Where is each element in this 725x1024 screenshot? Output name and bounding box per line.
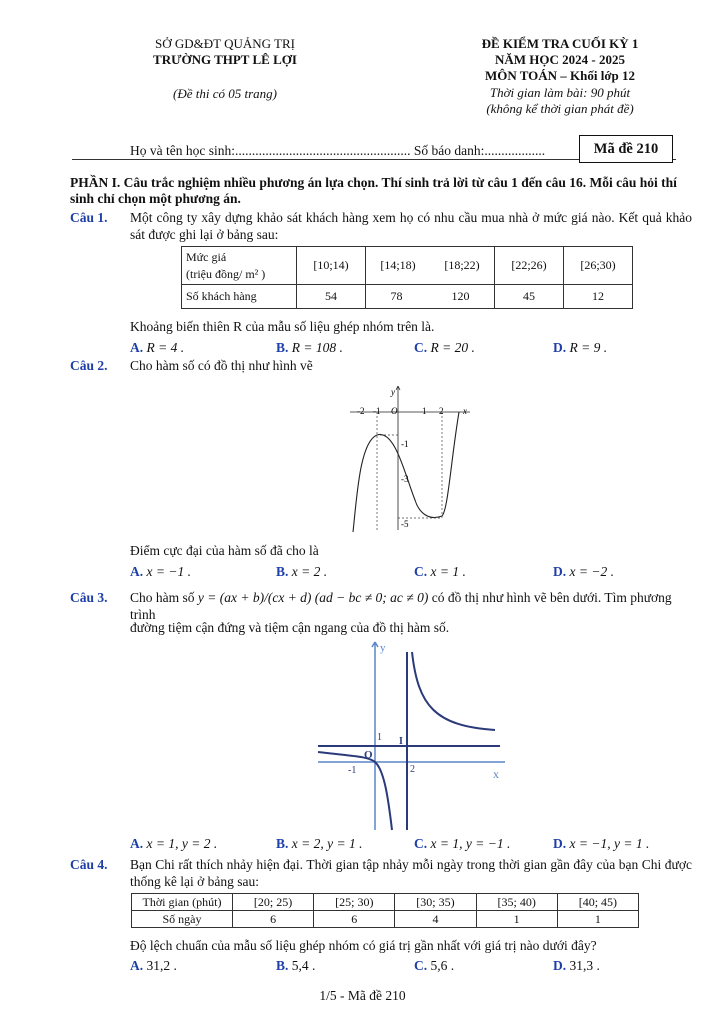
q1-option-c[interactable]: [414, 340, 475, 356]
q1-table-header: [182, 247, 297, 285]
option-text: R = 20 .: [430, 340, 475, 355]
q2-tick-x2: 2: [439, 406, 444, 416]
option-letter: A.: [130, 340, 144, 355]
exam-title: ĐỀ KIỂM TRA CUỐI KỲ 1: [481, 36, 639, 51]
q1-interval-cell: [14;18): [380, 258, 416, 272]
q4-interval-cell: [40; 45): [557, 894, 638, 911]
duration-note: (không kể thời gian phát đề): [486, 101, 634, 116]
option-text: 31,3 .: [569, 958, 600, 973]
q2-question: Điểm cực đại của hàm số đã cho là: [130, 543, 319, 558]
option-letter: C.: [414, 564, 428, 579]
q1-option-b[interactable]: [276, 340, 343, 356]
q1-option-d[interactable]: [553, 340, 607, 356]
q3-tick-1: 1: [377, 732, 382, 743]
school-name: TRƯỜNG THPT LÊ LỢI: [153, 52, 297, 67]
q1-header-line1: Mức giá: [186, 249, 227, 264]
option-letter: B.: [276, 836, 289, 851]
q2-tick-ym3: -3: [401, 474, 409, 484]
option-text: x = −1 .: [146, 564, 191, 579]
option-letter: B.: [276, 340, 289, 355]
q2-text: Cho hàm số có đồ thị như hình vẽ: [130, 358, 313, 373]
q3-curve-right: [412, 652, 495, 730]
q4-count-cell: 1: [476, 911, 557, 928]
q2-option-c[interactable]: [414, 564, 466, 580]
dept-name: SỞ GD&ĐT QUẢNG TRỊ: [155, 36, 295, 51]
q1-interval-pair: [366, 247, 495, 285]
q4-interval-cell: [20; 25): [233, 894, 314, 911]
q4-count-cell: 6: [233, 911, 314, 928]
q1-table: [181, 246, 633, 309]
q1-text: Một công ty xây dựng khảo sát khách hàng xem họ có nhu cầu mua nhà ở mức giá nào. Kết quả khảo sát được ghi lại ở bảng sau:: [130, 210, 692, 242]
q3-option-a[interactable]: [130, 836, 217, 852]
q4-option-c[interactable]: [414, 958, 454, 974]
option-text: 5,4 .: [291, 958, 316, 973]
school-year: NĂM HỌC 2024 - 2025: [495, 52, 625, 67]
q2-cubic-graph: [345, 380, 475, 532]
q3-tick-2: 2: [410, 764, 415, 775]
option-text: x = −2 .: [569, 564, 614, 579]
q1-count-pair: [366, 285, 495, 309]
q2-tick-ym1: -1: [401, 439, 409, 449]
student-info-line: Họ và tên học sinh:.................................................... Số báo danh:..................: [130, 143, 546, 158]
subject: MÔN TOÁN – Khối lớp 12: [484, 68, 636, 83]
q3-y-label: y: [380, 642, 386, 654]
q3-x-label: x: [493, 767, 499, 781]
q4-interval-cell: [30; 35): [395, 894, 476, 911]
q1-option-a[interactable]: [130, 340, 184, 356]
option-letter: B.: [276, 564, 289, 579]
q3-hyperbola-graph: [310, 636, 510, 832]
q1-header-line2: (triệu đồng/ m² ): [186, 266, 266, 281]
option-text: x = −1, y = 1 .: [569, 836, 650, 851]
q2-tick-xm1: -1: [373, 406, 381, 416]
q3-post: có đồ thị như hình vẽ bên dưới. Tìm phương trình: [130, 590, 672, 622]
q1-question: Khoảng biến thiên R của mẫu số liệu ghép nhóm trên là.: [130, 319, 435, 334]
q4-header: Thời gian (phút): [132, 894, 233, 911]
option-letter: D.: [553, 836, 567, 851]
q3-tick-m1: -1: [348, 765, 357, 776]
page-count: (Đề thi có 05 trang): [173, 86, 277, 101]
q3-line2: đường tiệm cận đứng và tiệm cận ngang của đồ thị hàm số.: [130, 620, 450, 635]
duration: Thời gian làm bài: 90 phút: [489, 85, 631, 100]
exam-code-box: Mã đề 210: [579, 135, 673, 163]
q4-count-cell: 1: [557, 911, 638, 928]
q3-point-I: I: [399, 736, 403, 747]
q4-interval-cell: [25; 30): [314, 894, 395, 911]
q1-interval-cell: [22;26): [495, 247, 564, 285]
q1-interval-cell: [18;22): [444, 258, 480, 272]
option-letter: C.: [414, 836, 428, 851]
q2-curve: [353, 412, 459, 532]
q4-question: Độ lệch chuẩn của mẫu số liệu ghép nhóm có giá trị gần nhất với giá trị nào dưới đây?: [130, 938, 597, 953]
option-letter: C.: [414, 958, 428, 973]
option-letter: A.: [130, 564, 144, 579]
q2-option-a[interactable]: [130, 564, 191, 580]
q4-option-d[interactable]: [553, 958, 600, 974]
option-letter: D.: [553, 340, 567, 355]
option-letter: A.: [130, 836, 144, 851]
q3-option-d[interactable]: [553, 836, 649, 852]
q1-count-cell: 12: [564, 285, 633, 309]
q4-count-cell: 6: [314, 911, 395, 928]
q3-stem: [130, 589, 692, 623]
q1-interval-cell: [26;30): [564, 247, 633, 285]
q1-count-cell: 54: [297, 285, 366, 309]
option-letter: D.: [553, 958, 567, 973]
page-footer: 1/5 - Mã đề 210: [319, 988, 406, 1003]
option-text: x = 1, y = −1 .: [430, 836, 511, 851]
q4-option-a[interactable]: [130, 958, 177, 974]
q2-option-d[interactable]: [553, 564, 614, 580]
q2-tick-ym5: -5: [401, 519, 409, 529]
option-text: x = 2, y = 1 .: [291, 836, 363, 851]
q1-count-cell: 45: [495, 285, 564, 309]
q3-pre: Cho hàm số: [130, 590, 195, 605]
q2-option-b[interactable]: [276, 564, 327, 580]
q1-label: Câu 1.: [70, 210, 108, 225]
q4-table: [131, 893, 639, 928]
q3-formula: y = (ax + b)/(cx + d) (ad − bc ≠ 0; ac ≠ 0): [197, 590, 429, 605]
option-text: R = 4 .: [146, 340, 185, 355]
q3-curve-left: [318, 752, 392, 830]
q1-row-header: Số khách hàng: [182, 285, 297, 309]
q2-y-label: y: [391, 387, 395, 397]
q1-count-cell: 78: [390, 289, 403, 303]
q4-label: Câu 4.: [70, 857, 108, 872]
q4-row-header: Số ngày: [132, 911, 233, 928]
option-letter: B.: [276, 958, 289, 973]
q2-label: Câu 2.: [70, 358, 108, 373]
option-text: 5,6 .: [430, 958, 455, 973]
option-text: R = 108 .: [291, 340, 343, 355]
option-text: x = 1 .: [430, 564, 466, 579]
q2-x-label: x: [463, 406, 467, 416]
q4-interval-cell: [35; 40): [476, 894, 557, 911]
q3-label: Câu 3.: [70, 590, 108, 605]
part1-instructions: PHẦN I. Câu trắc nghiệm nhiều phương án lựa chọn. Thí sinh trả lời từ câu 1 đến câu 16. Mỗi câu hỏi thí sinh chỉ chọn một phương án.: [70, 175, 677, 206]
q1-interval-cell: [10;14): [297, 247, 366, 285]
q3-option-b[interactable]: [276, 836, 362, 852]
q2-tick-xm2: -2: [357, 406, 365, 416]
q3-origin: O: [364, 749, 373, 761]
q2-origin: O: [391, 406, 398, 416]
option-letter: D.: [553, 564, 567, 579]
q4-option-b[interactable]: [276, 958, 315, 974]
q3-option-c[interactable]: [414, 836, 510, 852]
option-text: x = 2 .: [291, 564, 328, 579]
option-letter: A.: [130, 958, 144, 973]
q4-count-cell: 4: [395, 911, 476, 928]
option-text: x = 1, y = 2 .: [146, 836, 218, 851]
q1-count-cell: 120: [451, 289, 470, 303]
option-text: R = 9 .: [569, 340, 608, 355]
q2-tick-x1: 1: [422, 406, 427, 416]
option-letter: C.: [414, 340, 428, 355]
q4-text: Bạn Chi rất thích nhảy hiện đại. Thời gian tập nhảy mỗi ngày trong thời gian gần đây của bạn Chi được thống kê lại ở bảng sau:: [130, 857, 692, 889]
option-text: 31,2 .: [146, 958, 177, 973]
